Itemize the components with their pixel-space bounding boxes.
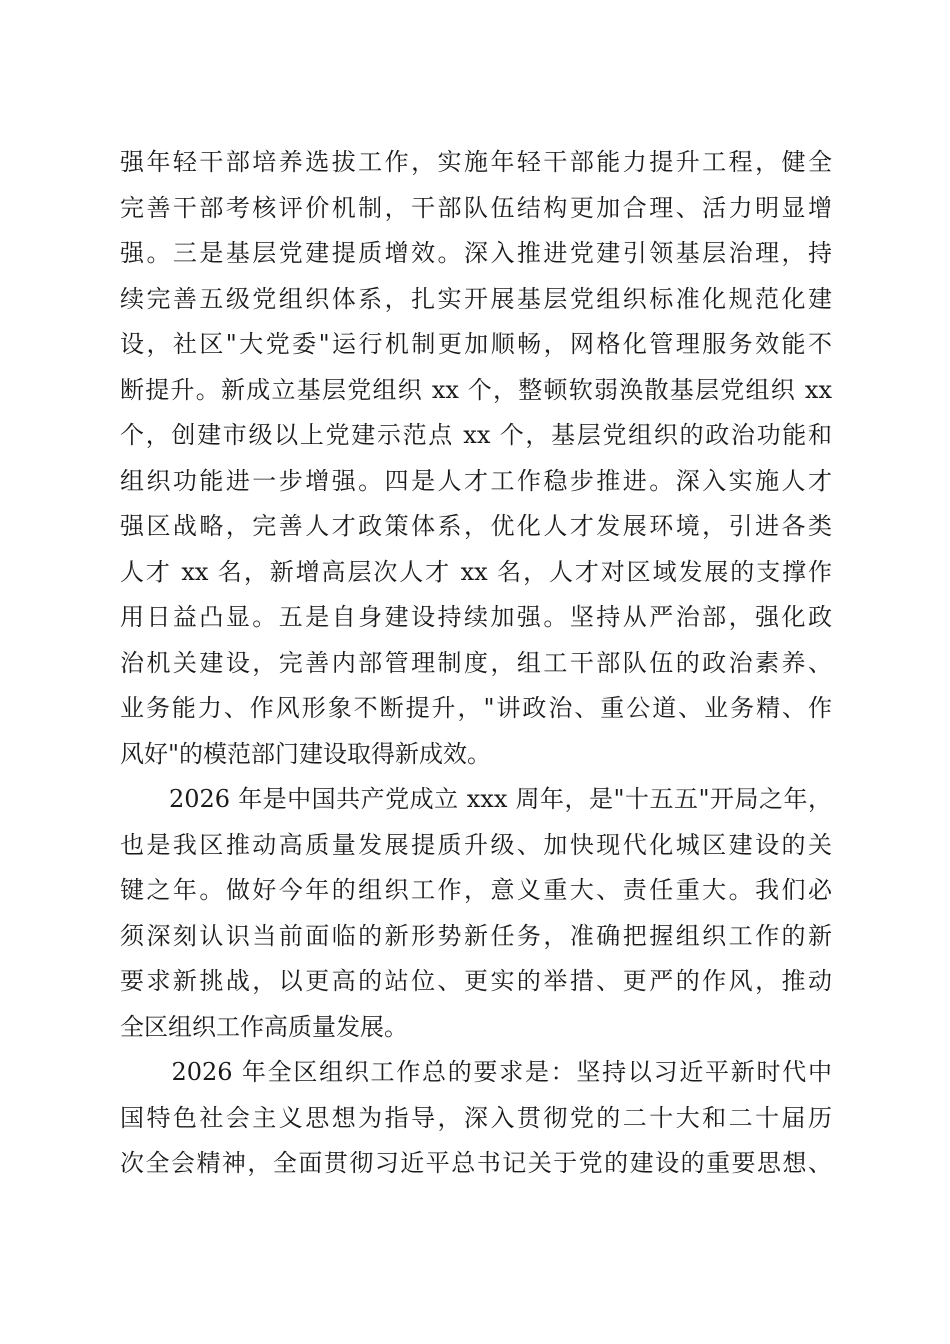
text-line: 2026 年全区组织工作总的要求是：坚持以习近平新时代中 [120, 1058, 832, 1086]
body-text [120, 140, 832, 1187]
text-line: 键之年。做好今年的组织工作，意义重大、责任重大。我们必 [120, 876, 832, 904]
text-line: 人才 xx 名，新增高层次人才 xx 名，人才对区域发展的支撑作 [120, 557, 832, 586]
text-line: 国特色社会主义思想为指导，深入贯彻党的二十大和二十届历 [120, 1103, 832, 1132]
text-line: 强年轻干部培养选拔工作，实施年轻干部能力提升工程，健全 [120, 148, 832, 176]
text-line: 治机关建设，完善内部管理制度，组工干部队伍的政治素养、 [120, 648, 832, 677]
text-line: 须深刻认识当前面临的新形势新任务，准确把握组织工作的新 [120, 921, 832, 950]
text-line: 断提升。新成立基层党组织 xx 个，整顿软弱涣散基层党组织 xx [120, 375, 832, 404]
text-line: 全区组织工作高质量发展。 [120, 1012, 408, 1041]
text-line: 续完善五级党组织体系，扎实开展基层党组织标准化规范化建 [120, 284, 832, 313]
text-line: 次全会精神，全面贯彻习近平总书记关于党的建设的重要思想、 [120, 1149, 832, 1177]
text-line: 业务能力、作风形象不断提升，"讲政治、重公道、业务精、作 [120, 694, 832, 722]
text-line: 2026 年是中国共产党成立 xxx 周年，是"十五五"开局之年， [120, 785, 832, 813]
text-line: 也是我区推动高质量发展提质升级、加快现代化城区建设的关 [120, 830, 832, 859]
text-line: 要求新挑战，以更高的站位、更实的举措、更严的作风，推动 [120, 967, 832, 995]
text-line: 组织功能进一步增强。四是人才工作稳步推进。深入实施人才 [120, 466, 832, 495]
text-line: 强。三是基层党建提质增效。深入推进党建引领基层治理，持 [120, 239, 832, 267]
text-line: 完善干部考核评价机制，干部队伍结构更加合理、活力明显增 [120, 193, 832, 222]
text-line: 用日益凸显。五是自身建设持续加强。坚持从严治部，强化政 [120, 603, 832, 631]
text-line: 风好"的模范部门建设取得新成效。 [120, 739, 492, 768]
text-line: 设，社区"大党委"运行机制更加顺畅，网格化管理服务效能不 [120, 330, 832, 358]
text-line: 个，创建市级以上党建示范点 xx 个，基层党组织的政治功能和 [120, 421, 832, 449]
text-line: 强区战略，完善人才政策体系，优化人才发展环境，引进各类 [120, 512, 832, 540]
